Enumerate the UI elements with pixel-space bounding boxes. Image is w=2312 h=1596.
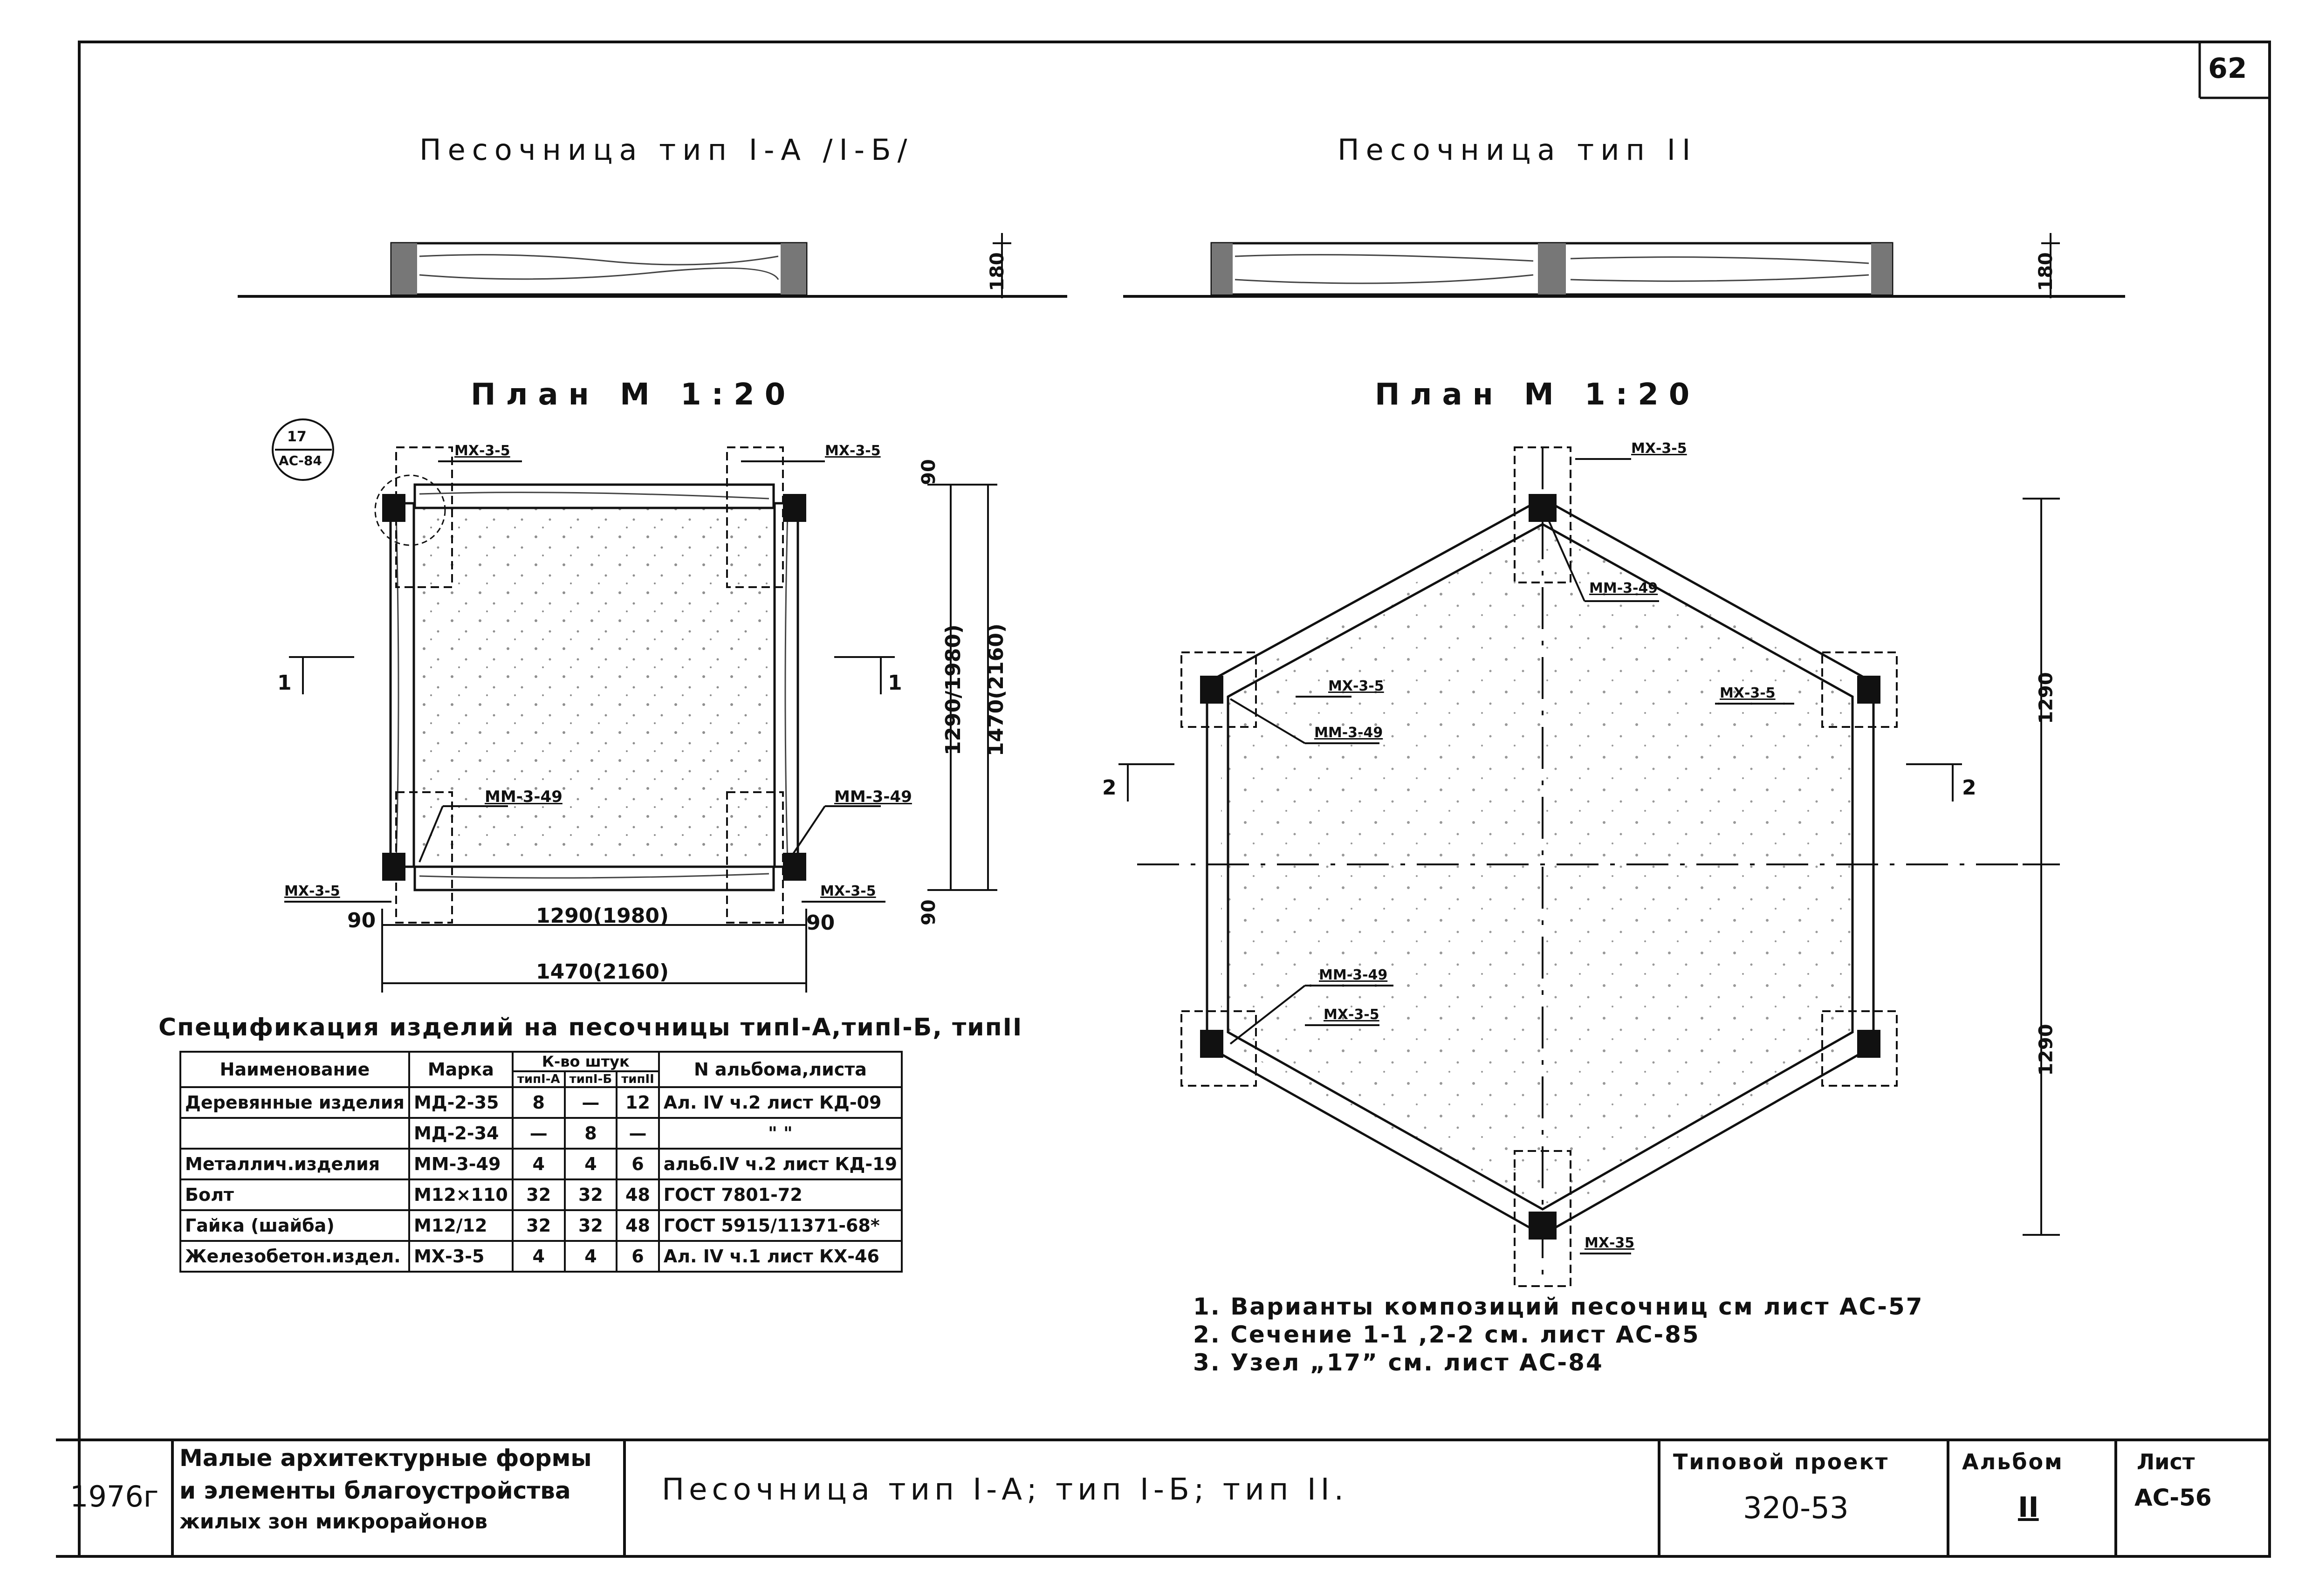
title-block-project-label: Типовой проект	[1673, 1449, 1889, 1474]
title-block-album-value: II	[2018, 1491, 2039, 1524]
spec-cell-mark: МД-2-35	[409, 1087, 513, 1118]
left-dim-inner-h: 1290(1980)	[536, 904, 669, 928]
right-mark-bottom: МХ-35	[1585, 1235, 1635, 1251]
title-block-drawing-title: Песочница тип I-А; тип I-Б; тип II.	[662, 1473, 1348, 1507]
right-mark-upper-left-mm: ММ-3-49	[1314, 725, 1383, 741]
right-mark-upper-right-mx: МХ-3-5	[1720, 685, 1776, 701]
spec-cell-name: Болт	[180, 1179, 409, 1210]
left-section-left: 1	[277, 671, 292, 695]
left-mark-tl: МХ-3-5	[454, 443, 510, 459]
spec-col-album: N альбома,листа	[659, 1052, 902, 1087]
spec-cell-name: Металлич.изделия	[180, 1149, 409, 1179]
left-dim-side-right: 90	[806, 911, 835, 935]
spec-col-type-1a: типI-А	[513, 1071, 565, 1087]
left-mark-mm-left: ММ-3-49	[485, 788, 563, 806]
title-block-sheet-value: АС-56	[2134, 1484, 2212, 1511]
spec-col-count: К-во штук	[513, 1052, 659, 1071]
left-mark-br: МХ-3-5	[820, 883, 876, 899]
title-block-org-line1: Малые архитектурные формы	[179, 1445, 592, 1472]
title-block-album-label: Альбом	[1962, 1449, 2064, 1474]
left-dim-bottom-right: 90	[918, 899, 940, 925]
spec-cell-album: " "	[659, 1118, 902, 1149]
left-mark-tr: МХ-3-5	[825, 443, 881, 459]
note-3: 3. Узел „17” см. лист АС-84	[1193, 1349, 1604, 1376]
spec-col-type-2: типII	[617, 1071, 659, 1087]
spec-cell-name: Железобетон.издел.	[180, 1241, 409, 1272]
spec-cell-album: Ал. IV ч.2 лист КД-09	[659, 1087, 902, 1118]
node-callout-sheet: АС-84	[279, 453, 322, 468]
spec-cell-b: 32	[565, 1179, 617, 1210]
spec-cell-album: альб.IV ч.2 лист КД-19	[659, 1149, 902, 1179]
right-mark-lower-left-mm: ММ-3-49	[1319, 967, 1388, 983]
spec-col-mark: Марка	[409, 1052, 513, 1087]
spec-cell-a: 32	[513, 1210, 565, 1241]
spec-cell-a: 4	[513, 1241, 565, 1272]
spec-cell-b: 4	[565, 1241, 617, 1272]
left-elevation-height: 180	[986, 252, 1008, 291]
title-block-org-line2: и элементы благоустройства	[179, 1477, 571, 1504]
note-1: 1. Варианты композиций песочниц см лист АС-57	[1193, 1293, 1924, 1320]
right-section-right: 2	[1962, 776, 1976, 800]
right-plan-label: План М 1:20	[1375, 377, 1700, 412]
spec-cell-c: 48	[617, 1179, 659, 1210]
note-2: 2. Сечение 1-1 ,2-2 см. лист АС-85	[1193, 1321, 1700, 1348]
spec-cell-name: Деревянные изделия	[180, 1087, 409, 1118]
left-title: Песочница тип I-А /I-Б/	[419, 133, 914, 167]
spec-cell-a: —	[513, 1118, 565, 1149]
left-dim-inner-v: 1290/1980)	[941, 624, 966, 756]
spec-cell-c: 12	[617, 1087, 659, 1118]
spec-cell-c: 48	[617, 1210, 659, 1241]
spec-title: Спецификация изделий на песочницы типI-А,типI-Б, типII	[158, 1014, 1023, 1041]
spec-cell-mark: М12×110	[409, 1179, 513, 1210]
spec-cell-album: ГОСТ 5915/11371-68*	[659, 1210, 902, 1241]
right-section-left: 2	[1102, 776, 1117, 800]
spec-cell-mark: ММ-3-49	[409, 1149, 513, 1179]
left-plan-label: План М 1:20	[471, 377, 796, 412]
spec-cell-album: Ал. IV ч.1 лист КХ-46	[659, 1241, 902, 1272]
spec-cell-mark: МД-2-34	[409, 1118, 513, 1149]
spec-col-name: Наименование	[180, 1052, 409, 1087]
spec-cell-name: Гайка (шайба)	[180, 1210, 409, 1241]
left-section-right: 1	[888, 671, 902, 695]
right-mark-lower-left-mx: МХ-3-5	[1324, 1007, 1379, 1023]
spec-cell-mark: МХ-3-5	[409, 1241, 513, 1272]
left-mark-bl: МХ-3-5	[284, 883, 340, 899]
title-block-project-value: 320-53	[1743, 1491, 1849, 1526]
right-mark-top-mm: ММ-3-49	[1589, 580, 1658, 596]
node-callout-number: 17	[287, 429, 307, 445]
spec-cell-c: 6	[617, 1241, 659, 1272]
spec-cell-c: 6	[617, 1149, 659, 1179]
spec-cell-b: 4	[565, 1149, 617, 1179]
spec-cell-b: 32	[565, 1210, 617, 1241]
right-elevation-height: 180	[2035, 252, 2057, 291]
right-mark-upper-left-mx: МХ-3-5	[1328, 678, 1384, 694]
right-dim-upper: 1290	[2035, 672, 2057, 724]
spec-cell-a: 8	[513, 1087, 565, 1118]
right-dim-lower: 1290	[2035, 1024, 2057, 1076]
left-dim-outer-h: 1470(2160)	[536, 960, 669, 984]
title-block-org-line3: жилых зон микрорайонов	[179, 1510, 487, 1534]
right-title: Песочница тип II	[1338, 133, 1697, 167]
spec-cell-a: 4	[513, 1149, 565, 1179]
title-block-year: 1976г	[70, 1480, 159, 1514]
left-dim-side-left: 90	[347, 909, 376, 932]
spec-cell-b: 8	[565, 1118, 617, 1149]
spec-cell-c: —	[617, 1118, 659, 1149]
title-block-sheet-label: Лист	[2137, 1449, 2195, 1474]
spec-cell-a: 32	[513, 1179, 565, 1210]
spec-cell-album: ГОСТ 7801-72	[659, 1179, 902, 1210]
left-dim-outer-v: 1470(2160)	[984, 623, 1008, 757]
spec-cell-mark: М12/12	[409, 1210, 513, 1241]
right-mark-top: МХ-3-5	[1631, 440, 1687, 457]
left-dim-top-right: 90	[918, 459, 940, 485]
spec-col-type-1b: типI-Б	[565, 1071, 617, 1087]
left-mark-mm-right: ММ-3-49	[834, 788, 912, 806]
sheet-number: 62	[2208, 52, 2247, 85]
spec-cell-b: —	[565, 1087, 617, 1118]
